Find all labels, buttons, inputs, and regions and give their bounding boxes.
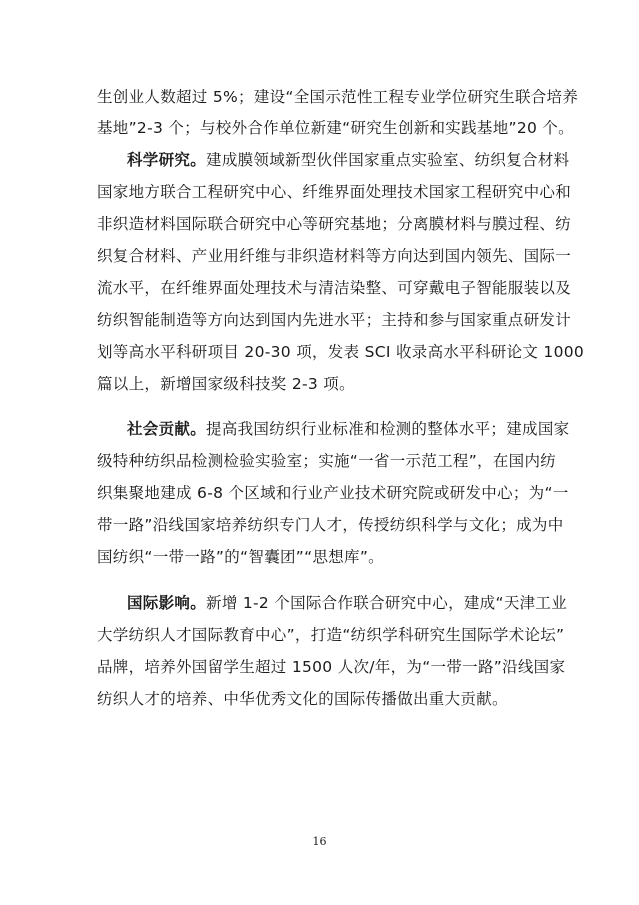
paragraph-first-line [127, 145, 570, 175]
paragraph-line: 篇以上，新增国家级科技奖 2-3 项。 [97, 375, 355, 393]
paragraph-text: 建成膜领域新型伙伴国家重点实验室、纺织复合材料 [206, 151, 570, 169]
paragraph-line: 纺织智能制造等方向达到国内先进水平；主持和参与国家重点研发计 [97, 311, 572, 329]
paragraph-line: 国家地方联合工程研究中心、纤维界面处理技术国家工程研究中心和 [97, 183, 572, 201]
paragraph-line: 国纺织“一带一路”的“智囊团”“思想库”。 [97, 548, 384, 566]
paragraph-line: 基地”2-3 个；与校外合作单位新建“研究生创新和实践基地”20 个。 [97, 119, 574, 137]
paragraph-text: 提高我国纺织行业标准和检测的整体水平；建成国家 [206, 420, 570, 438]
paragraph-line: 大学纺织人才国际教育中心”，打造“纺织学科研究生国际学术论坛” [97, 626, 565, 644]
paragraph-line: 划等高水平科研项目 20-30 项，发表 SCI 收录高水平科研论文 1000 [97, 343, 585, 361]
paragraph-line: 织复合材料、产业用纤维与非织造材料等方向达到国内领先、国际一 [97, 247, 572, 265]
paragraph-first-line [127, 588, 568, 618]
page-number: 16 [312, 835, 327, 848]
paragraph-line: 织集聚地建成 6-8 个区域和行业产业技术研究院或研发中心；为“一 [97, 484, 569, 502]
paragraph-line: 品牌，培养外国留学生超过 1500 人次/年，为“一带一路”沿线国家 [97, 658, 566, 676]
paragraph-line: 非织造材料国际联合研究中心等研究基地；分离膜材料与膜过程、纺 [97, 215, 572, 233]
paragraph-first-line [127, 414, 570, 444]
section-lead-international: 国际影响。 [127, 594, 207, 612]
section-lead-research: 科学研究。 [127, 151, 207, 169]
paragraph-line: 级特种纺织品检测检验实验室；实施“一省一示范工程”，在国内纺 [97, 452, 557, 470]
section-lead-social: 社会贡献。 [127, 420, 207, 438]
paragraph-line: 生创业人数超过 5%；建设“全国示范性工程专业学位研究生联合培养 [97, 88, 579, 106]
paragraph-line: 流水平，在纤维界面处理技术与清洁染整、可穿戴电子智能服装以及 [97, 279, 572, 297]
paragraph-text: 新增 1-2 个国际合作联合研究中心，建成“天津工业 [206, 594, 568, 612]
paragraph-line: 带一路”沿线国家培养纺织专门人才，传授纺织科学与文化；成为中 [97, 516, 564, 534]
paragraph-line: 纺织人才的培养、中华优秀文化的国际传播做出重大贡献。 [97, 690, 508, 708]
